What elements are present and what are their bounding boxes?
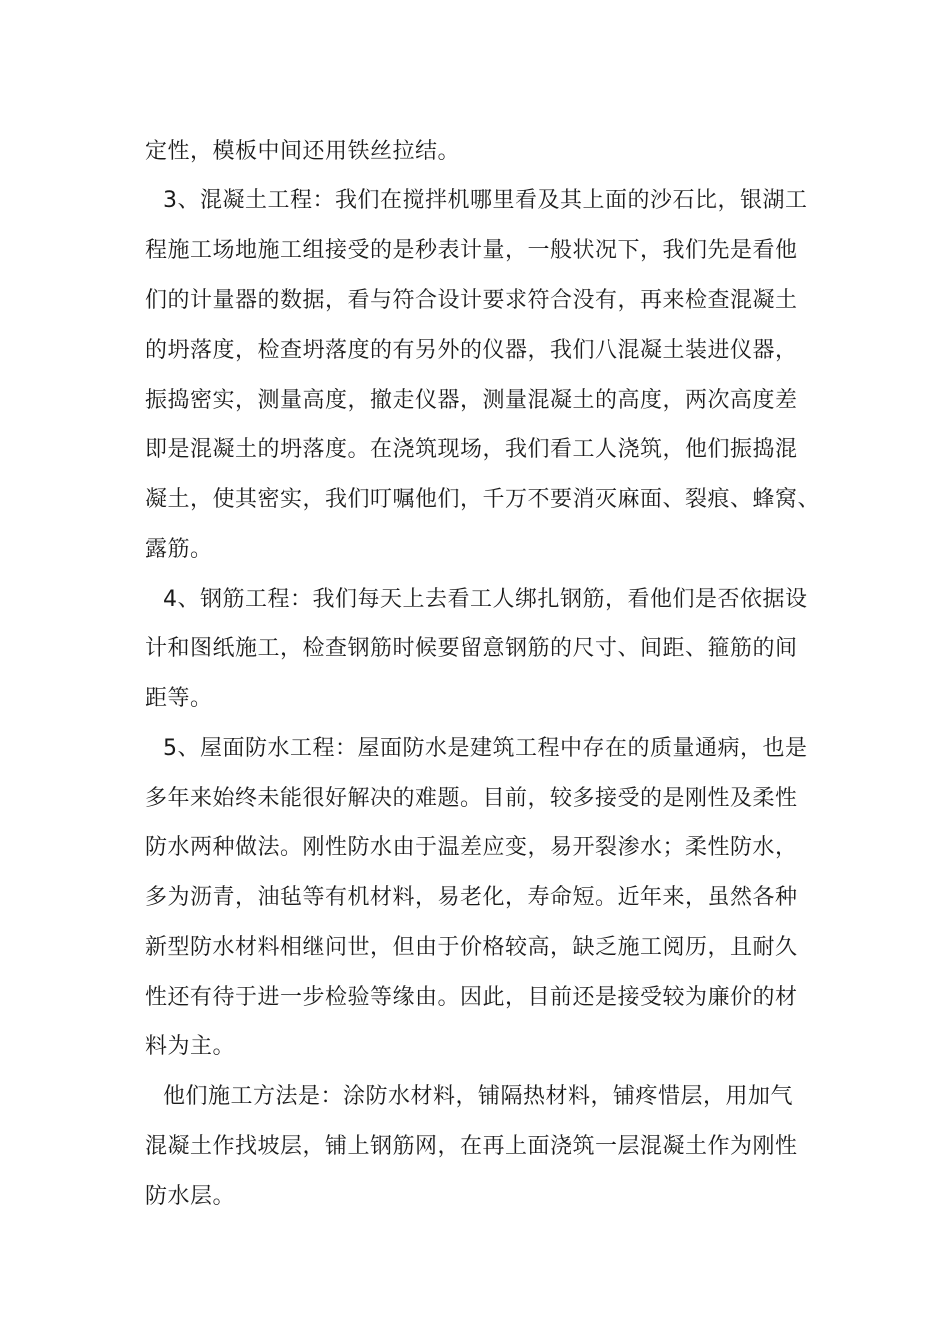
text-line: 防水层。 [145, 1184, 236, 1209]
text-line: 多为沥青，油毡等有机材料，易老化，寿命短。近年来，虽然各种 [145, 885, 798, 910]
text-line: 4、钢筋工程：我们每天上去看工人绑扎钢筋，看他们是否依据设 [163, 587, 808, 612]
text-line: 多年来始终未能很好解决的难题。目前，较多接受的是刚性及柔性 [145, 786, 798, 811]
text-line: 混凝土作找坡层，铺上钢筋网，在再上面浇筑一层混凝土作为刚性 [145, 1134, 798, 1159]
text-line: 振捣密实，测量高度，撤走仪器，测量混凝土的高度，两次高度差 [145, 388, 798, 413]
text-line: 3、混凝土工程：我们在搅拌机哪里看及其上面的沙石比，银湖工 [163, 188, 808, 213]
text-line: 们的计量器的数据，看与符合设计要求符合没有，再来检查混凝土 [145, 288, 798, 313]
text-line: 新型防水材料相继问世，但由于价格较高，缺乏施工阅历，且耐久 [145, 935, 798, 960]
text-line: 距等。 [145, 686, 213, 711]
text-line: 凝土，使其密实，我们叮嘱他们，千万不要消灭麻面、裂痕、蜂窝、 [145, 487, 821, 512]
text-line: 定性，模板中间还用铁丝拉结。 [145, 139, 461, 164]
text-line: 程施工场地施工组接受的是秒表计量，一般状况下，我们先是看他 [145, 238, 798, 263]
text-line: 料为主。 [145, 1034, 236, 1059]
text-line: 5、屋面防水工程：屋面防水是建筑工程中存在的质量通病，也是 [163, 736, 808, 761]
text-line: 性还有待于进一步检验等缘由。因此，目前还是接受较为廉价的材 [145, 985, 798, 1010]
text-line: 他们施工方法是：涂防水材料，铺隔热材料，铺疼惜层，用加气 [163, 1084, 794, 1109]
text-line: 露筋。 [145, 537, 213, 562]
text-line: 计和图纸施工，检查钢筋时候要留意钢筋的尺寸、间距、箍筋的间 [145, 636, 798, 661]
text-line: 即是混凝土的坍落度。在浇筑现场，我们看工人浇筑，他们振捣混 [145, 437, 798, 462]
text-line: 防水两种做法。刚性防水由于温差应变，易开裂渗水；柔性防水， [145, 835, 798, 860]
text-line: 的坍落度，检查坍落度的有另外的仪器，我们八混凝土装进仪器， [145, 338, 798, 363]
